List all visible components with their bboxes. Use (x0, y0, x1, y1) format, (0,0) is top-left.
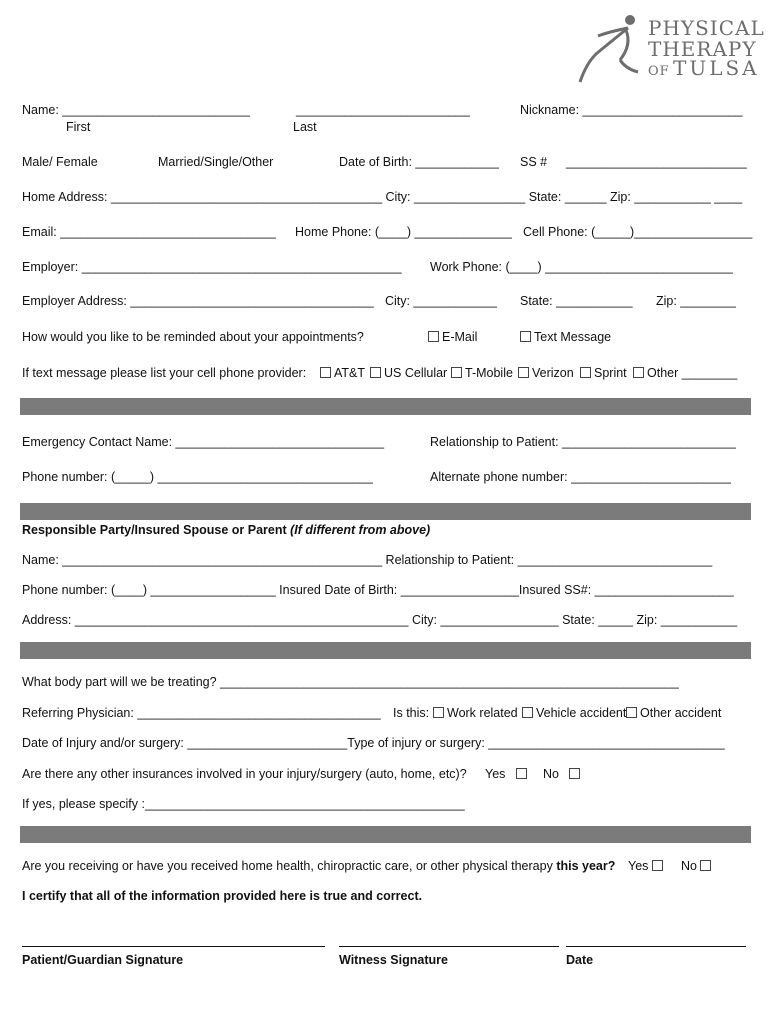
home-address-field[interactable]: Home Address: _______________________________________ City: ________________ State: ______ Zip: ___________ ____ (22, 190, 743, 204)
other-insurance-question: Are there any other insurances involved in your injury/surgery (auto, home, etc)? (22, 767, 467, 781)
checkbox-icon[interactable] (518, 367, 529, 378)
reminder-email-option[interactable] (428, 330, 477, 344)
date-signature-line[interactable] (566, 946, 746, 947)
referring-physician-field[interactable]: Referring Physician: ___________________________________ (22, 706, 381, 720)
reminder-text-option[interactable] (520, 330, 611, 344)
checkbox-icon[interactable] (633, 367, 644, 378)
specify-field[interactable]: If yes, please specify :______________________________________________ (22, 797, 465, 811)
employer-field[interactable]: Employer: ______________________________________________ (22, 260, 402, 274)
checkbox-icon[interactable] (626, 707, 637, 718)
checkbox-icon[interactable] (320, 367, 331, 378)
section-divider (20, 503, 751, 520)
section-divider (20, 398, 751, 415)
runner-figure-icon (578, 10, 648, 88)
section-divider (20, 642, 751, 659)
checkbox-icon[interactable] (580, 367, 591, 378)
provider-us-cellular[interactable] (370, 366, 447, 380)
last-label: Last (293, 120, 317, 134)
checkbox-icon[interactable] (522, 707, 533, 718)
witness-signature-label: Witness Signature (339, 953, 448, 967)
home-health-question (22, 859, 615, 873)
provider-verizon-label: Verizon (532, 366, 574, 380)
vehicle-accident-label: Vehicle accident (536, 706, 627, 720)
cell-phone-field[interactable]: Cell Phone: (_____)_________________ (523, 225, 753, 239)
provider-t-mobile[interactable] (451, 366, 513, 380)
name-field[interactable]: Name: ___________________________ (22, 103, 250, 117)
checkbox-icon[interactable] (428, 331, 439, 342)
work-phone-field[interactable]: Work Phone: (____) ___________________________ (430, 260, 733, 274)
marital-field[interactable]: Married/Single/Other (158, 155, 274, 169)
date-label: Date (566, 953, 594, 967)
work-related-option[interactable] (433, 706, 518, 720)
checkbox-icon[interactable] (516, 768, 527, 779)
logo-line3-big: TULSA (673, 56, 760, 80)
home-health-yes[interactable] (628, 859, 666, 873)
nickname-field[interactable]: Nickname: _______________________ (520, 103, 743, 117)
home-phone-field[interactable]: Home Phone: (____) ______________ (295, 225, 512, 239)
checkbox-icon[interactable] (433, 707, 444, 718)
provider-us-cellular-label: US Cellular (384, 366, 448, 380)
reminder-question: How would you like to be reminded about your appointments? (22, 330, 364, 344)
checkbox-icon[interactable] (569, 768, 580, 779)
responsible-address-field[interactable]: Address: ________________________________________________ City: _________________ State: _____ Zip: ___________ (22, 613, 738, 627)
provider-question: If text message please list your cell phone provider: (22, 366, 307, 380)
email-field[interactable]: Email: _______________________________ (22, 225, 276, 239)
emergency-contact-field[interactable]: Emergency Contact Name: ______________________________ (22, 435, 385, 449)
work-related-label: Work related (447, 706, 518, 720)
provider-verizon[interactable] (518, 366, 574, 380)
logo-line2: THERAPY (648, 37, 757, 61)
responsible-name-field[interactable]: Name: ______________________________________________ Relationship to Patient: ____________________________ (22, 553, 713, 567)
employer-address-field[interactable]: Employer Address: ___________________________________ (22, 294, 374, 308)
other-insurance-no-label: No (543, 767, 559, 781)
home-health-yes-label: Yes (628, 859, 649, 873)
employer-zip-field[interactable]: Zip: ________ (656, 294, 736, 308)
section-divider (20, 826, 751, 843)
logo-line1: PHYSICAL (648, 16, 765, 40)
provider-att[interactable] (320, 366, 365, 380)
responsible-phone-field[interactable]: Phone number: (____) __________________ Insured Date of Birth: _________________Insured SS#: ____________________ (22, 583, 734, 597)
other-accident-label: Other accident (640, 706, 722, 720)
checkbox-icon[interactable] (520, 331, 531, 342)
reminder-email-label: E-Mail (442, 330, 478, 344)
provider-other-label: Other ________ (647, 366, 738, 380)
other-insurance-no[interactable] (543, 767, 583, 781)
employer-city-field[interactable]: City: ____________ (385, 294, 497, 308)
home-health-text: Are you receiving or have you received home health, chiropractic care, or other physical therapy (22, 859, 553, 873)
checkbox-icon[interactable] (370, 367, 381, 378)
first-label: First (66, 120, 91, 134)
emergency-relationship-field[interactable]: Relationship to Patient: _________________________ (430, 435, 736, 449)
checkbox-icon[interactable] (451, 367, 462, 378)
ss-label: SS # (520, 155, 548, 169)
home-health-no-label: No (681, 859, 697, 873)
provider-t-mobile-label: T-Mobile (465, 366, 513, 380)
emergency-phone-field[interactable]: Phone number: (_____) _______________________________ (22, 470, 374, 484)
dob-field[interactable]: Date of Birth: ____________ (339, 155, 499, 169)
is-this-label: Is this: (393, 706, 430, 720)
home-health-no[interactable] (681, 859, 714, 873)
other-insurance-yes[interactable] (485, 767, 530, 781)
sex-field[interactable]: Male/ Female (22, 155, 98, 169)
provider-sprint[interactable] (580, 366, 627, 380)
other-accident-option[interactable] (626, 706, 721, 720)
checkbox-icon[interactable] (700, 860, 711, 871)
this-year-text: this year? (556, 859, 616, 873)
patient-signature-label: Patient/Guardian Signature (22, 953, 184, 967)
provider-att-label: AT&T (334, 366, 366, 380)
provider-sprint-label: Sprint (594, 366, 627, 380)
body-part-field[interactable]: What body part will we be treating? __________________________________________________________________ (22, 675, 679, 689)
patient-signature-line[interactable] (22, 946, 325, 947)
responsible-heading (22, 523, 430, 537)
responsible-heading-text: Responsible Party/Insured Spouse or Parent (22, 523, 287, 537)
employer-state-field[interactable]: State: ___________ (520, 294, 633, 308)
ss-field[interactable]: __________________________ (566, 155, 747, 169)
provider-other[interactable] (633, 366, 737, 380)
logo (578, 10, 765, 90)
last-name-field[interactable]: _________________________ (296, 103, 470, 117)
injury-date-field[interactable]: Date of Injury and/or surgery: _______________________Type of injury or surgery: __________________________________ (22, 736, 725, 750)
reminder-text-label: Text Message (534, 330, 612, 344)
certify-statement: I certify that all of the information provided here is true and correct. (22, 889, 423, 903)
logo-line3-small: OF (648, 64, 670, 79)
witness-signature-line[interactable] (339, 946, 559, 947)
other-insurance-yes-label: Yes (485, 767, 506, 781)
vehicle-accident-option[interactable] (522, 706, 626, 720)
emergency-alt-phone-field[interactable]: Alternate phone number: _______________________ (430, 470, 731, 484)
checkbox-icon[interactable] (652, 860, 663, 871)
responsible-heading-note: (If different from above) (290, 523, 431, 537)
